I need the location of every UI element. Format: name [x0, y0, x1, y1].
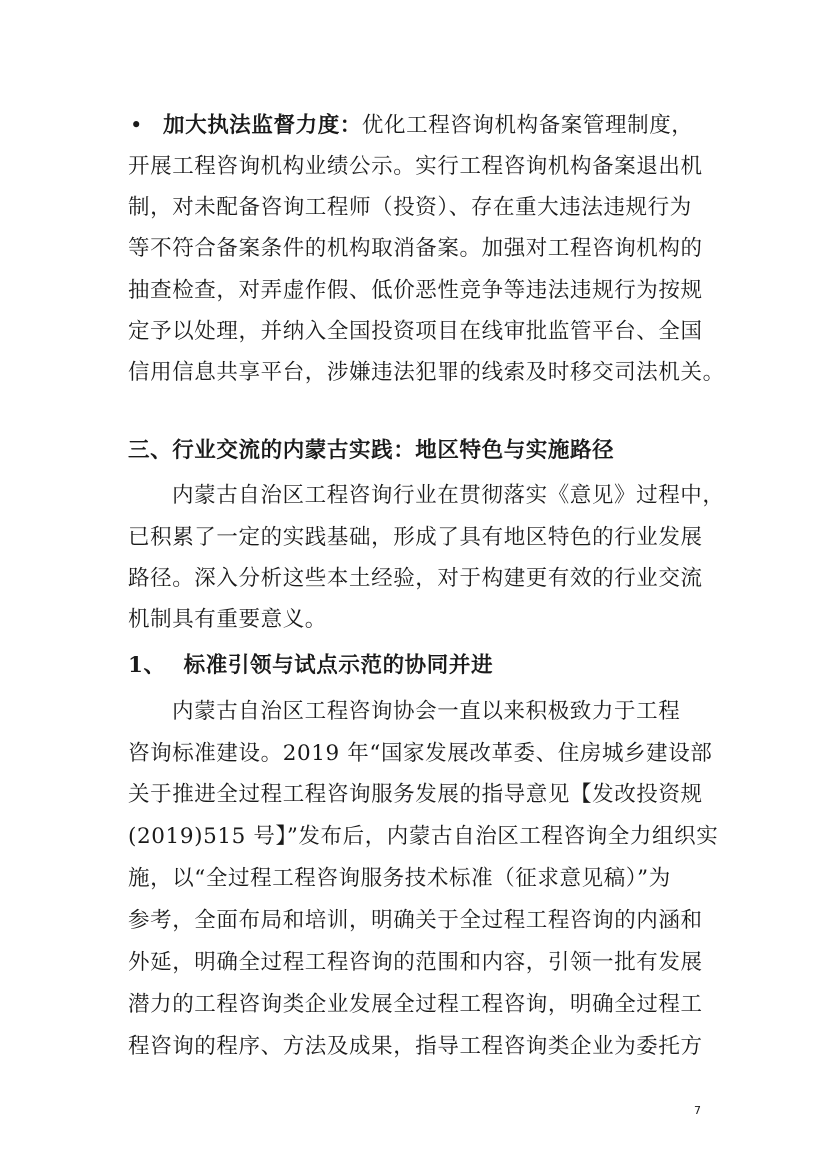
section-heading: 三、行业交流的内蒙古实践：地区特色与实施路径 — [128, 438, 615, 463]
paragraph-line: 程咨询的程序、方法及成果，指导工程咨询类企业为委托方 — [128, 1034, 703, 1059]
bullet-heading: 加大执法监督力度： — [163, 113, 362, 138]
paragraph-line: 外延，明确全过程工程咨询的范围和内容，引领一批有发展 — [128, 950, 703, 975]
subsection-title: 标准引领与试点示范的协同并进 — [183, 653, 494, 678]
bullet-first-line-text: 优化工程咨询机构备案管理制度， — [361, 113, 694, 138]
page-number: 7 — [694, 1104, 701, 1117]
paragraph-line: 抽查检查，对弄虚作假、低价恶性竞争等违法违规行为按规 — [128, 278, 703, 303]
subsection-heading — [128, 655, 708, 677]
paragraph-line: (2019)515 号】”发布后，内蒙古自治区工程咨询全力组织实 — [128, 824, 719, 849]
paragraph-line: 内蒙古自治区工程咨询行业在贯彻落实《意见》过程中， — [172, 483, 725, 508]
paragraph-line: 潜力的工程咨询类企业发展全过程工程咨询，明确全过程工 — [128, 992, 703, 1017]
paragraph-line: 已积累了一定的实践基础，形成了具有地区特色的行业发展 — [128, 525, 703, 550]
paragraph-line: 信用信息共享平台，涉嫌违法犯罪的线索及时移交司法机关。 — [128, 360, 725, 385]
bullet-first-line — [163, 115, 743, 137]
paragraph-line: 等不符合备案条件的机构取消备案。加强对工程咨询机构的 — [128, 236, 703, 261]
paragraph-line: 开展工程咨询机构业绩公示。实行工程咨询机构备案退出机 — [128, 154, 703, 179]
paragraph-line: 路径。深入分析这些本土经验，对于构建更有效的行业交流 — [128, 566, 703, 591]
subsection-number: 1、 — [128, 653, 166, 678]
paragraph-line: 制，对未配备咨询工程师（投资）、存在重大违法违规行为 — [128, 195, 692, 220]
paragraph-line: 定予以处理，并纳入全国投资项目在线审批监管平台、全国 — [128, 319, 703, 344]
paragraph-line: 施，以“全过程工程咨询服务技术标准（征求意见稿）”为 — [128, 866, 671, 891]
paragraph-line: 参考，全面布局和培训，明确关于全过程工程咨询的内涵和 — [128, 908, 703, 933]
bullet-marker: • — [130, 113, 143, 137]
paragraph-line: 机制具有重要意义。 — [128, 607, 327, 632]
paragraph-line: 关于推进全过程工程咨询服务发展的指导意见【发改投资规 — [128, 782, 703, 807]
paragraph-line: 内蒙古自治区工程咨询协会一直以来积极致力于工程 — [172, 699, 681, 724]
paragraph-line: 咨询标准建设。2019 年“国家发展改革委、住房城乡建设部 — [128, 741, 713, 766]
